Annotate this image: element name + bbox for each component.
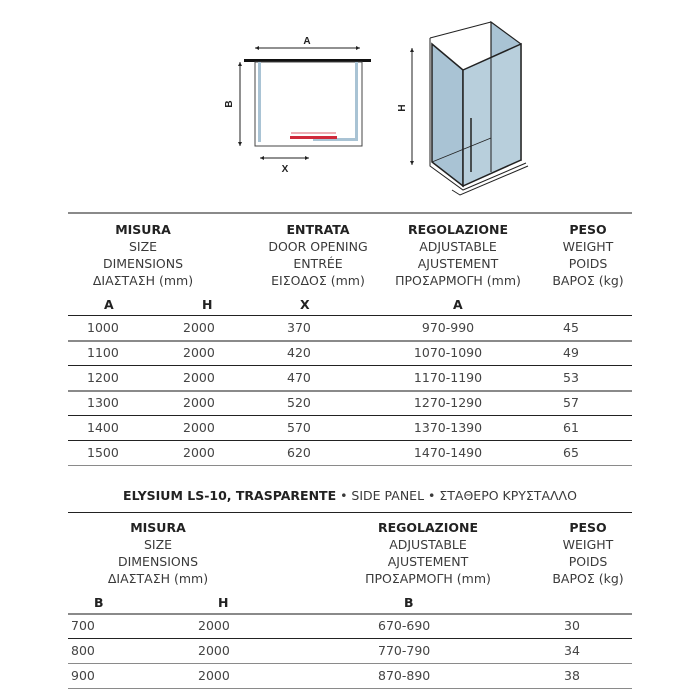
perspective-diagram [390,20,540,200]
height-dimension-arrow [410,48,414,165]
col-letter-a2: A [453,297,463,312]
table-top-rule [68,212,632,214]
side-col-letter-b2: B [404,595,414,610]
door-sliding [290,136,337,139]
header-adjustable: REGOLAZIONE ADJUSTABLE AJUSTEMENT ΠΡΟΣΑΡΜΟΓΗ (mm) [395,222,521,288]
side-header-weight: PESO WEIGHT POIDS ΒΑΡΟΣ (kg) [552,520,624,586]
label-depth: B [224,100,235,108]
header-door-opening: ENTRATA DOOR OPENING ENTRÉE ΕΙΣΟΔΟΣ (mm) [268,222,368,288]
side-table-bottom-rule [68,688,632,689]
table-bottom-rule [68,465,632,466]
table-row: 700 2000 670-690 30 [71,618,580,633]
side-header-size: MISURA SIZE DIMENSIONS ΔΙΑΣΤΑΣΗ (mm) [107,520,209,586]
side-col-letter-h: H [218,595,229,610]
table-row: 1400 2000 570 1370-1390 61 [87,420,579,435]
opening-dimension-arrow [260,156,309,160]
table-row: 1200 2000 470 1170-1190 53 [87,370,579,385]
header-weight: PESO WEIGHT POIDS ΒΑΡΟΣ (kg) [552,222,624,288]
glass-side [432,44,463,186]
plan-view-diagram [220,20,400,190]
label-height: H [397,104,408,112]
side-panel-title: ELYSIUM LS-10, TRASPARENTE • SIDE PANEL • ΣΤΑΘΕΡΟ ΚΡΥΣΤΑΛΛΟ [123,488,577,503]
col-letter-a: A [104,297,114,312]
table-row: 1100 2000 420 1070-1090 49 [87,345,579,360]
header-size: MISURA SIZE DIMENSIONS ΔΙΑΣΤΑΣΗ (mm) [92,222,194,288]
table-row: 800 2000 770-790 34 [71,643,580,658]
side-col-letter-b: B [94,595,104,610]
label-opening: X [281,164,289,175]
side-header-adjustable: REGOLAZIONE ADJUSTABLE AJUSTEMENT ΠΡΟΣΑΡΜΟΓΗ (mm) [365,520,491,586]
col-letter-h: H [202,297,213,312]
col-letter-x: X [300,297,310,312]
depth-dimension-arrow [238,62,242,146]
table-row: 900 2000 870-890 38 [71,668,580,683]
main-size-table [68,212,632,472]
side-table-top-rule [68,512,632,513]
glass-right [355,62,358,140]
table-row: 1000 2000 370 970-990 45 [87,320,579,335]
side-panel-table [68,512,632,692]
glass-left [258,62,261,142]
label-width: A [303,36,311,47]
table-row: 1300 2000 520 1270-1290 57 [87,395,579,410]
table-row: 1500 2000 620 1470-1490 65 [87,445,579,460]
